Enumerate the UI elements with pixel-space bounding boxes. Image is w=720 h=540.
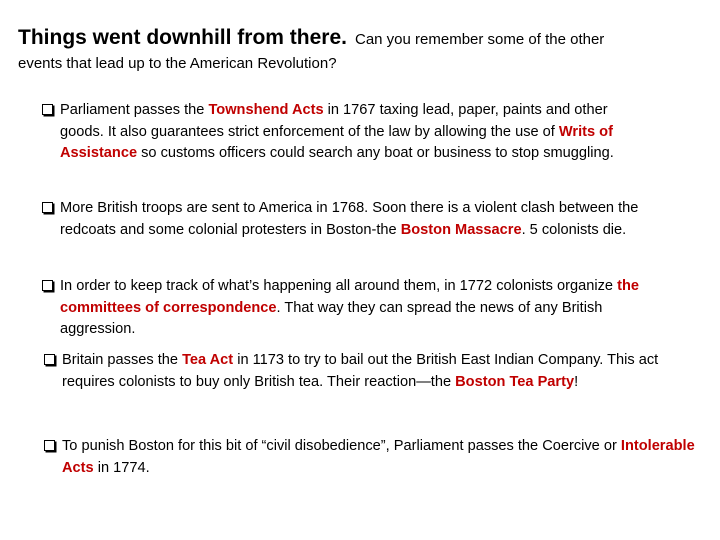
term-tea-act: Tea Act (182, 352, 234, 368)
bullet-intolerable-acts (44, 436, 704, 479)
bullet-text-part: so customs officers could search any boat or business to stop smuggling. (137, 145, 614, 161)
checkbox-bullet-icon (42, 280, 53, 291)
bullet-committees (42, 276, 642, 341)
bullet-text-part: in 1767 taxing lead, paper, paints and other goods. It also guarantees strict enforcement of the law by allowing the use of (60, 102, 608, 140)
header-question-end: events that lead up to the American Revolution? (18, 55, 337, 73)
bullet-text-part: in 1173 to try to bail out the British East Indian Company. This act requires colonists to buy only British tea. Their reaction—the (62, 352, 659, 390)
checkbox-bullet-icon (42, 202, 53, 213)
checkbox-bullet-icon (44, 354, 55, 365)
slide-title: Things went downhill from there. (18, 26, 347, 49)
term-boston-massacre: Boston Massacre (400, 221, 522, 238)
bullet-text-part: In order to keep track of what’s happening all around them, in 1772 colonists organize (60, 278, 618, 294)
bullet-text-part: . That way they can spread the news of any British aggression. (60, 299, 603, 337)
checkbox-bullet-icon (42, 104, 53, 115)
bullet-text-part: ! (574, 373, 579, 390)
bullet-text (42, 198, 642, 241)
bullet-text-part: in 1774. (93, 459, 150, 476)
bullet-text (42, 100, 642, 165)
bullet-text-part: . 5 colonists die. (521, 221, 627, 238)
slide-header (18, 24, 708, 75)
bullet-text (44, 350, 664, 393)
bullet-tea-act (44, 350, 664, 393)
bullet-text-part: More British troops are sent to America in 1768. Soon there is a violent clash between the redcoats and some colonial protesters in Boston-the (60, 200, 639, 238)
header-question-start: Can you remember some of the other (355, 31, 605, 48)
bullet-text-part: Britain passes the (62, 352, 183, 368)
term-boston-tea-party: Boston Tea Party (455, 373, 575, 390)
checkbox-bullet-icon (44, 440, 55, 451)
bullet-text-part: Parliament passes the (60, 102, 209, 118)
bullet-text-part: To punish Boston for this bit of “civil disobedience”, Parliament passes the Coercive or (62, 438, 621, 454)
term-intolerable-acts: Intolerable Acts (62, 438, 695, 476)
term-committees-of-correspondence: the committees of correspondence (60, 278, 639, 316)
bullet-boston-massacre (42, 198, 642, 241)
bullet-text (42, 276, 642, 341)
term-townshend-acts: Townshend Acts (208, 102, 324, 118)
bullet-text (44, 436, 704, 479)
term-writs-of-assistance: Writs of Assistance (60, 123, 613, 161)
bullet-townshend (42, 100, 642, 165)
